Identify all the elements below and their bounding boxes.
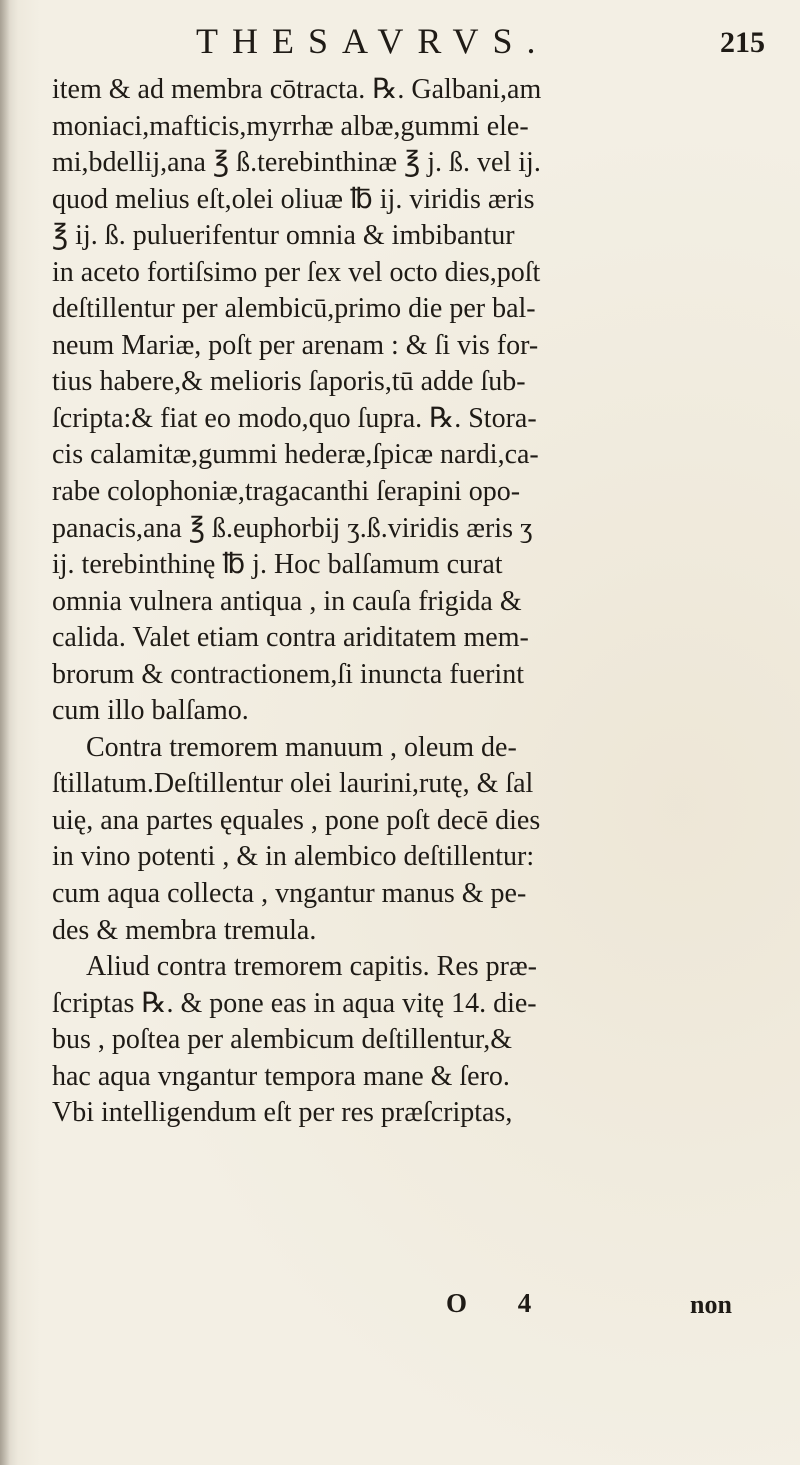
text-line: cum illo balſamo. xyxy=(52,695,249,727)
page-footer xyxy=(0,1288,800,1328)
signature-mark: O 4 xyxy=(446,1288,554,1318)
text-line: calida. Valet etiam contra ariditatem mem- xyxy=(52,622,529,654)
catchword: non xyxy=(690,1290,732,1319)
text-line: Vbi intelligendum eſt per res præſcriptas, xyxy=(52,1097,513,1129)
text-line: tius habere,& melioris ſaporis,tū adde ſub- xyxy=(52,366,526,398)
text-line: ſcriptas ℞. & pone eas in aqua vitę 14. die- xyxy=(52,987,537,1019)
text-line: des & membra tremula. xyxy=(52,914,317,946)
text-line: bus , poſtea per alembicum deſtillentur,& xyxy=(52,1024,512,1056)
text-line: ſcripta:& fiat eo modo,quo ſupra. ℞. Stora- xyxy=(52,402,537,434)
text-line: brorum & contractionem,ſi inuncta fuerint xyxy=(52,658,524,690)
text-line: item & ad membra cōtracta. ℞. Galbani,am xyxy=(52,74,542,105)
text-line: ſtillatum.Deſtillentur olei laurini,rutę, & ſal xyxy=(52,768,534,800)
text-line: hac aqua vngantur tempora mane & ſero. xyxy=(52,1060,510,1092)
text-line: deſtillentur per alembicū,primo die per bal- xyxy=(52,293,536,325)
text-line: quod melius eſt,olei oliuæ ℔ ij. viridis æris xyxy=(52,183,535,215)
text-line: omnia vulnera antiqua , in cauſa frigida & xyxy=(52,585,522,617)
running-title: THESAVRVS. xyxy=(196,21,550,61)
text-line: rabe colophoniæ,tragacanthi ſerapini opo- xyxy=(52,476,521,508)
text-line: in aceto fortiſsimo per ſex vel octo dies,poſt xyxy=(52,256,541,288)
text-line: cum aqua collecta , vngantur manus & pe- xyxy=(52,878,527,910)
text-line: in vino potenti , & in alembico deſtillentur: xyxy=(52,841,535,873)
text-line: moniaci,mafticis,myrrhæ albæ,gummi ele- xyxy=(52,110,529,142)
gutter-shadow xyxy=(0,0,10,1465)
section-heading-line: Aliud contra tremorem capitis. Res præ- xyxy=(86,951,537,983)
page-number: 215 xyxy=(720,26,765,59)
text-line: neum Mariæ, poſt per arenam : & ſi vis for- xyxy=(52,329,539,361)
text-line: ℥ ij. ß. puluerifentur omnia & imbibantur xyxy=(52,220,515,252)
text-line: panacis,ana ℥ ß.euphorbij ʒ.ß.viridis æris ʒ xyxy=(52,512,533,544)
text-line: mi,bdellij,ana ℥ ß.terebinthinæ ℥ j. ß. vel ij. xyxy=(52,147,541,179)
text-line: cis calamitæ,gummi hederæ,ſpicæ nardi,ca- xyxy=(52,439,539,471)
body-text xyxy=(52,72,782,1132)
page-header xyxy=(0,14,800,64)
section-heading-line: Contra tremorem manuum , oleum de- xyxy=(86,731,517,763)
text-line: ij. terebinthinę ℔ j. Hoc balſamum curat xyxy=(52,549,503,581)
text-line: uię, ana partes ęquales , pone poſt decē dies xyxy=(52,804,541,836)
